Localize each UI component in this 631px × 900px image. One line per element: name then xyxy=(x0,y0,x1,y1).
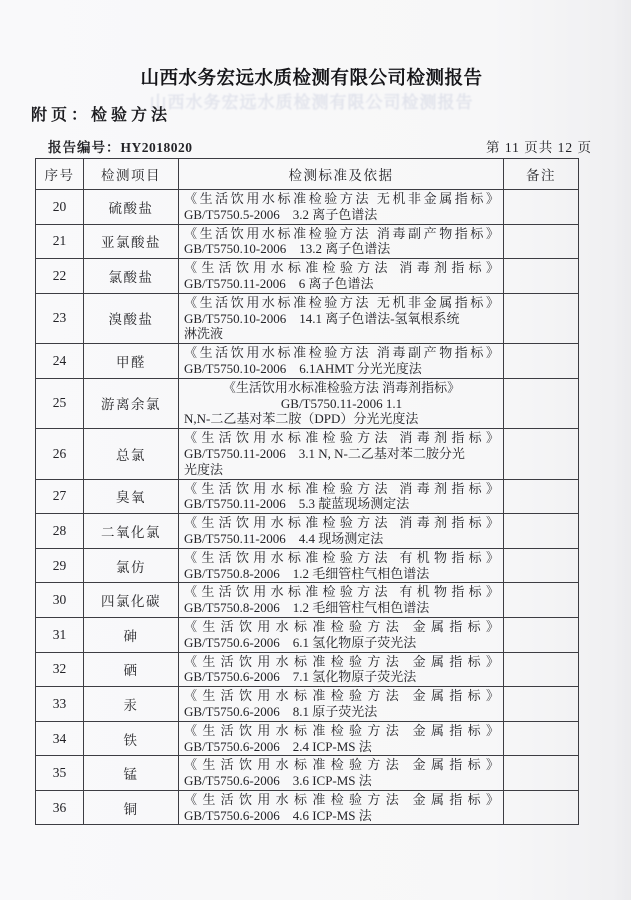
row-number-cell: 30 xyxy=(36,583,84,618)
table-row xyxy=(36,479,579,514)
row-number-cell: 26 xyxy=(36,429,84,479)
remark-cell xyxy=(504,479,579,514)
method-line: GB/T5750.6-2006 7.1 氢化物原子荧光法 xyxy=(184,669,417,685)
method-line: GB/T5750.11-2006 1.1 xyxy=(280,395,403,411)
method-line: 《生活饮用水标准检验方法 消毒剂指标》 xyxy=(184,260,499,276)
table-row xyxy=(36,721,579,756)
report-number xyxy=(48,136,193,156)
row-number-cell: 28 xyxy=(36,514,84,549)
method-cell xyxy=(179,190,504,225)
table-row xyxy=(36,224,579,259)
table-row xyxy=(36,687,579,722)
method-cell xyxy=(179,514,504,549)
method-cell xyxy=(179,259,504,294)
method-cell xyxy=(179,790,504,825)
test-item-cell: 铜 xyxy=(84,790,179,825)
method-line: GB/T5750.6-2006 6.1 氢化物原子荧光法 xyxy=(184,634,417,650)
row-number-cell: 31 xyxy=(36,617,84,652)
table-row xyxy=(36,583,579,618)
method-line: GB/T5750.5-2006 3.2 离子色谱法 xyxy=(184,206,378,222)
test-item-cell: 总氯 xyxy=(84,429,179,479)
row-number-cell: 27 xyxy=(36,479,84,514)
remark-cell xyxy=(504,224,579,259)
method-line: GB/T5750.8-2006 1.2 毛细管柱气相色谱法 xyxy=(184,565,430,581)
remark-cell xyxy=(504,378,579,428)
title-ghost: 山西水务宏远水质检测有限公司检测报告 xyxy=(149,93,474,112)
method-line: GB/T5750.10-2006 6.1AHMT 分光光度法 xyxy=(184,360,422,376)
method-cell xyxy=(179,479,504,514)
table-body xyxy=(36,190,579,825)
table-row xyxy=(36,429,579,479)
remark-cell xyxy=(504,293,579,343)
table-row xyxy=(36,790,579,825)
remark-cell xyxy=(504,259,579,294)
method-cell xyxy=(179,652,504,687)
method-cell xyxy=(179,583,504,618)
test-item-cell: 氯仿 xyxy=(84,548,179,583)
test-item-cell: 二氧化氯 xyxy=(84,514,179,549)
table-row xyxy=(36,756,579,791)
table-row xyxy=(36,617,579,652)
table-row xyxy=(36,652,579,687)
meta-row xyxy=(48,136,592,156)
method-line: 《生活饮用水标准检验方法 有机物指标》 xyxy=(184,584,499,600)
test-item-cell: 砷 xyxy=(84,617,179,652)
method-line: 《生活饮用水标准检验方法 消毒剂指标》 xyxy=(184,515,499,531)
method-line: 《生活饮用水标准检验方法 消毒副产物指标》 xyxy=(184,345,499,361)
method-line: 《生活饮用水标准检验方法 消毒剂指标》 xyxy=(184,430,499,446)
row-number-cell: 25 xyxy=(36,378,84,428)
test-item-cell: 氯酸盐 xyxy=(84,259,179,294)
method-line: 淋洗液 xyxy=(184,326,224,342)
row-number-cell: 20 xyxy=(36,190,84,225)
method-line: 《生活饮用水标准检验方法 金属指标》 xyxy=(184,791,499,807)
remark-cell xyxy=(504,617,579,652)
method-line: GB/T5750.6-2006 3.6 ICP-MS 法 xyxy=(184,773,372,789)
table-row xyxy=(36,344,579,379)
method-line: 《生活饮用水标准检验方法 金属指标》 xyxy=(184,618,499,634)
method-cell xyxy=(179,756,504,791)
row-number-cell: 33 xyxy=(36,687,84,722)
test-item-cell: 游离余氯 xyxy=(84,378,179,428)
method-cell xyxy=(179,293,504,343)
method-cell xyxy=(179,617,504,652)
remark-cell xyxy=(504,429,579,479)
report-number-label: 报告编号： xyxy=(48,140,121,155)
header-cell-number: 序号 xyxy=(36,159,84,190)
method-line: GB/T5750.6-2006 8.1 原子荧光法 xyxy=(184,703,378,719)
method-line: 《生活饮用水标准检验方法 有机物指标》 xyxy=(184,549,499,565)
method-cell xyxy=(179,429,504,479)
test-item-cell: 四氯化碳 xyxy=(84,583,179,618)
appendix-label: 附页：检验方法 xyxy=(31,107,172,124)
table-row xyxy=(36,378,579,428)
test-item-cell: 硒 xyxy=(84,652,179,687)
method-cell xyxy=(179,548,504,583)
remark-cell xyxy=(504,687,579,722)
method-line: GB/T5750.11-2006 6 离子色谱法 xyxy=(184,275,374,291)
method-line: 《生活饮用水标准检验方法 消毒剂指标》 xyxy=(184,480,499,496)
remark-cell xyxy=(504,756,579,791)
method-line: 《生活饮用水标准检验方法 消毒剂指标》 xyxy=(222,379,461,395)
row-number-cell: 29 xyxy=(36,548,84,583)
header-cell-remark: 备注 xyxy=(504,159,579,190)
test-item-cell: 臭氧 xyxy=(84,479,179,514)
table-row xyxy=(36,293,579,343)
method-line: 《生活饮用水标准检验方法 金属指标》 xyxy=(184,653,499,669)
row-number-cell: 34 xyxy=(36,721,84,756)
row-number-cell: 21 xyxy=(36,224,84,259)
test-item-cell: 溴酸盐 xyxy=(84,293,179,343)
table-header-row xyxy=(36,159,579,190)
row-number-cell: 24 xyxy=(36,344,84,379)
method-line: GB/T5750.10-2006 13.2 离子色谱法 xyxy=(184,241,391,257)
remark-cell xyxy=(504,790,579,825)
method-line: 《生活饮用水标准检验方法 金属指标》 xyxy=(184,688,499,704)
method-line: GB/T5750.8-2006 1.2 毛细管柱气相色谱法 xyxy=(184,600,430,616)
method-line: GB/T5750.6-2006 2.4 ICP-MS 法 xyxy=(184,738,372,754)
report-number-value: HY2018020 xyxy=(120,140,193,155)
remark-cell xyxy=(504,344,579,379)
table-row xyxy=(36,514,579,549)
methods-table xyxy=(35,158,579,825)
test-item-cell: 铁 xyxy=(84,721,179,756)
method-line: 《生活饮用水标准检验方法 金属指标》 xyxy=(184,757,499,773)
table-row xyxy=(36,190,579,225)
method-line: GB/T5750.11-2006 4.4 现场测定法 xyxy=(184,530,384,546)
row-number-cell: 36 xyxy=(36,790,84,825)
method-line: GB/T5750.11-2006 3.1 N, N-二乙基对苯二胺分光 xyxy=(184,445,465,461)
page-indicator: 第 11 页共 12 页 xyxy=(486,140,592,155)
row-number-cell: 32 xyxy=(36,652,84,687)
method-cell xyxy=(179,224,504,259)
method-line: 《生活饮用水标准检验方法 无机非金属指标》 xyxy=(184,294,499,310)
row-number-cell: 22 xyxy=(36,259,84,294)
remark-cell xyxy=(504,548,579,583)
test-item-cell: 亚氯酸盐 xyxy=(84,224,179,259)
page-title: 山西水务宏远水质检测有限公司检测报告 xyxy=(140,67,483,88)
test-item-cell: 甲醛 xyxy=(84,344,179,379)
remark-cell xyxy=(504,721,579,756)
test-item-cell: 锰 xyxy=(84,756,179,791)
remark-cell xyxy=(504,583,579,618)
method-cell xyxy=(179,687,504,722)
method-line: GB/T5750.10-2006 14.1 离子色谱法-氢氧根系统 xyxy=(184,310,460,326)
method-line: 光度法 xyxy=(184,461,224,477)
method-line: GB/T5750.6-2006 4.6 ICP-MS 法 xyxy=(184,807,372,823)
header-cell-standard: 检测标准及依据 xyxy=(179,159,504,190)
method-line: 《生活饮用水标准检验方法 消毒副产物指标》 xyxy=(184,225,499,241)
method-line: 《生活饮用水标准检验方法 金属指标》 xyxy=(184,722,499,738)
remark-cell xyxy=(504,652,579,687)
row-number-cell: 35 xyxy=(36,756,84,791)
method-cell xyxy=(179,378,504,428)
remark-cell xyxy=(504,190,579,225)
remark-cell xyxy=(504,514,579,549)
header-cell-item: 检测项目 xyxy=(84,159,179,190)
method-line: GB/T5750.11-2006 5.3 靛蓝现场测定法 xyxy=(184,496,410,512)
test-item-cell: 硫酸盐 xyxy=(84,190,179,225)
table-row xyxy=(36,548,579,583)
method-line: N,N-二乙基对苯二胺（DPD）分光光度法 xyxy=(184,411,419,427)
method-line: 《生活饮用水标准检验方法 无机非金属指标》 xyxy=(184,191,499,206)
row-number-cell: 23 xyxy=(36,293,84,343)
method-cell xyxy=(179,344,504,379)
test-item-cell: 汞 xyxy=(84,687,179,722)
table-row xyxy=(36,259,579,294)
method-cell xyxy=(179,721,504,756)
